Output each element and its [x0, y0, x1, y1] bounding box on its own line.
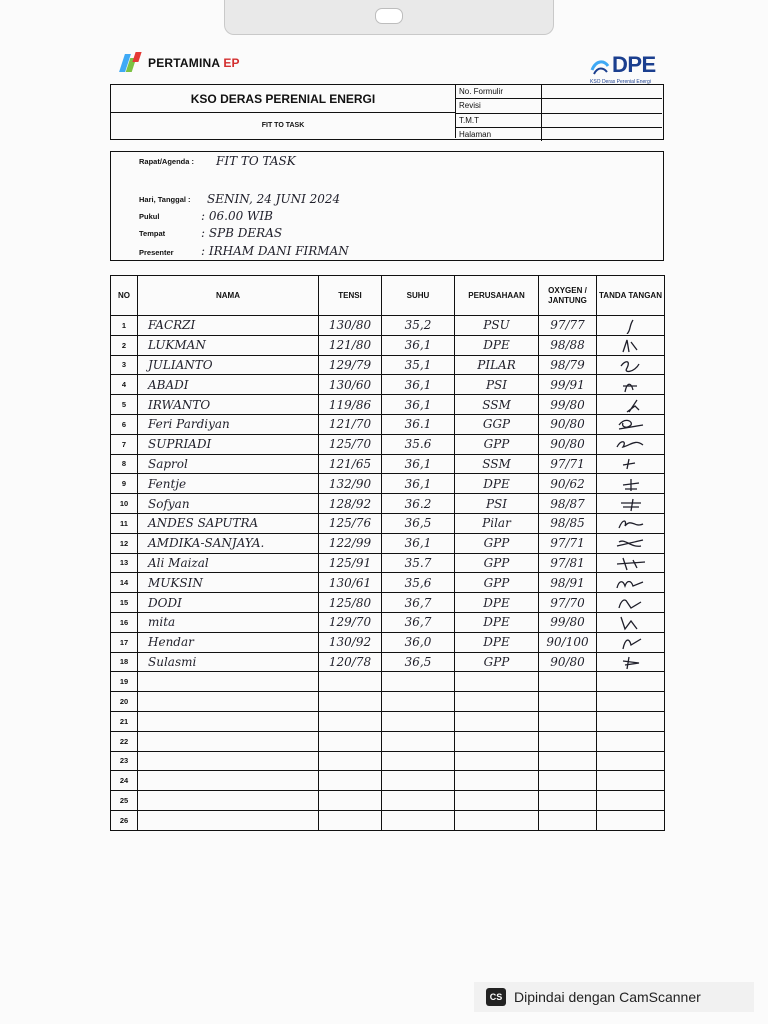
row-tensi: 130/92: [319, 632, 382, 652]
row-nama: [138, 771, 319, 791]
field-tmt: T.M.T: [456, 114, 662, 128]
table-row: [111, 494, 665, 514]
row-oxygen: 98/91: [539, 573, 597, 593]
row-perusahaan: [455, 791, 539, 811]
row-tensi: 129/70: [319, 612, 382, 632]
pertamina-wordmark: PERTAMINA EP: [148, 56, 240, 70]
table-row: [111, 395, 665, 415]
row-signature: [597, 494, 665, 514]
col-header-perusahaan: PERUSAHAAN: [455, 276, 539, 316]
row-suhu: [382, 771, 455, 791]
row-suhu: [382, 810, 455, 830]
row-tensi: 130/60: [319, 375, 382, 395]
signature-mark: [611, 633, 651, 651]
row-suhu: 36,0: [382, 632, 455, 652]
col-header-nama: NAMA: [138, 276, 319, 316]
row-tensi: 121/80: [319, 335, 382, 355]
row-suhu: 36,1: [382, 335, 455, 355]
row-tensi: 121/70: [319, 414, 382, 434]
row-oxygen: [539, 751, 597, 771]
table-row: [111, 454, 665, 474]
row-signature: [597, 751, 665, 771]
row-perusahaan: SSM: [455, 454, 539, 474]
row-tensi: 130/80: [319, 316, 382, 336]
table-row: [111, 672, 665, 692]
row-signature: [597, 731, 665, 751]
row-signature: [597, 474, 665, 494]
pertamina-logo: [120, 50, 240, 76]
signature-mark: [611, 396, 651, 414]
row-oxygen: [539, 711, 597, 731]
time-value: : 06.00 WIB: [201, 209, 273, 223]
signature-mark: [611, 316, 651, 334]
row-signature: [597, 810, 665, 830]
row-tensi: 128/92: [319, 494, 382, 514]
row-signature: [597, 375, 665, 395]
dpe-wordmark: DPE: [612, 52, 656, 77]
row-perusahaan: [455, 810, 539, 830]
place-value: : SPB DERAS: [201, 226, 283, 240]
row-signature: [597, 395, 665, 415]
row-suhu: 36.1: [382, 414, 455, 434]
row-suhu: [382, 692, 455, 712]
row-no: 18: [111, 652, 138, 672]
row-oxygen: 90/80: [539, 652, 597, 672]
table-row: [111, 751, 665, 771]
row-suhu: 36,7: [382, 612, 455, 632]
dpe-swirl-icon: [590, 56, 610, 76]
row-perusahaan: [455, 672, 539, 692]
row-signature: [597, 771, 665, 791]
presenter-label: Presenter: [139, 248, 174, 257]
row-suhu: 36,5: [382, 652, 455, 672]
row-perusahaan: Pilar: [455, 513, 539, 533]
table-row: [111, 652, 665, 672]
table-row: [111, 335, 665, 355]
agenda-label: Rapat/Agenda :: [139, 157, 195, 166]
row-tensi: 130/61: [319, 573, 382, 593]
row-no: 3: [111, 355, 138, 375]
row-perusahaan: DPE: [455, 474, 539, 494]
row-signature: [597, 632, 665, 652]
row-tensi: [319, 731, 382, 751]
row-perusahaan: PSI: [455, 494, 539, 514]
row-nama: [138, 731, 319, 751]
row-no: 4: [111, 375, 138, 395]
row-oxygen: 90/62: [539, 474, 597, 494]
row-tensi: [319, 751, 382, 771]
agenda-value: FIT TO TASK: [216, 154, 296, 168]
row-suhu: 35,2: [382, 316, 455, 336]
table-row: [111, 316, 665, 336]
row-signature: [597, 414, 665, 434]
clipboard-clip: [224, 0, 554, 35]
row-tensi: 125/70: [319, 434, 382, 454]
pertamina-mark-icon: [120, 52, 142, 74]
row-oxygen: [539, 672, 597, 692]
row-perusahaan: GPP: [455, 533, 539, 553]
field-no-formulir: No. Formulir: [456, 85, 662, 99]
row-no: 6: [111, 414, 138, 434]
row-tensi: [319, 692, 382, 712]
row-no: 12: [111, 533, 138, 553]
signature-mark: [611, 455, 651, 473]
signature-mark: [611, 574, 651, 592]
row-perusahaan: DPE: [455, 593, 539, 613]
row-no: 11: [111, 513, 138, 533]
row-oxygen: 97/77: [539, 316, 597, 336]
presenter-value: : IRHAM DANI FIRMAN: [201, 244, 349, 258]
row-signature: [597, 711, 665, 731]
row-tensi: 125/76: [319, 513, 382, 533]
table-row: [111, 513, 665, 533]
dpe-logo: [590, 52, 670, 84]
row-oxygen: 90/80: [539, 414, 597, 434]
row-nama: Sofyan: [138, 494, 319, 514]
table-row: [111, 771, 665, 791]
row-suhu: 36,1: [382, 454, 455, 474]
camscanner-watermark: [474, 982, 754, 1012]
table-row: [111, 731, 665, 751]
row-perusahaan: GPP: [455, 652, 539, 672]
field-revisi: Revisi: [456, 99, 662, 113]
signature-mark: [611, 495, 651, 513]
col-header-suhu: SUHU: [382, 276, 455, 316]
row-signature: [597, 434, 665, 454]
row-perusahaan: GPP: [455, 434, 539, 454]
row-perusahaan: [455, 711, 539, 731]
form-title: FIT TO TASK: [261, 122, 305, 129]
row-oxygen: 98/88: [539, 335, 597, 355]
table-row: [111, 474, 665, 494]
company-name: KSO DERAS PERENIAL ENERGI: [111, 85, 455, 113]
row-oxygen: 97/71: [539, 533, 597, 553]
row-suhu: 36,1: [382, 395, 455, 415]
row-perusahaan: [455, 771, 539, 791]
row-oxygen: 90/100: [539, 632, 597, 652]
row-suhu: 36,1: [382, 474, 455, 494]
signature-mark: [611, 534, 651, 552]
row-tensi: 122/99: [319, 533, 382, 553]
table-row: [111, 593, 665, 613]
row-perusahaan: [455, 692, 539, 712]
camscanner-text: Dipindai dengan CamScanner: [514, 989, 701, 1005]
place-label: Tempat: [139, 229, 166, 238]
document-control-fields: [456, 85, 662, 138]
row-no: 24: [111, 771, 138, 791]
row-tensi: 129/79: [319, 355, 382, 375]
table-row: [111, 553, 665, 573]
col-header-tanda-tangan: TANDA TANGAN: [597, 276, 665, 316]
row-oxygen: [539, 771, 597, 791]
row-perusahaan: GPP: [455, 573, 539, 593]
row-suhu: 36,1: [382, 533, 455, 553]
row-oxygen: [539, 791, 597, 811]
row-tensi: 121/65: [319, 454, 382, 474]
row-signature: [597, 533, 665, 553]
date-label: Hari, Tanggal :: [139, 195, 191, 204]
signature-mark: [611, 415, 651, 433]
signature-mark: [611, 613, 651, 631]
row-nama: [138, 810, 319, 830]
row-oxygen: 98/79: [539, 355, 597, 375]
row-suhu: 35.6: [382, 434, 455, 454]
row-oxygen: 98/85: [539, 513, 597, 533]
row-oxygen: [539, 692, 597, 712]
table-row: [111, 632, 665, 652]
signature-mark: [611, 435, 651, 453]
row-no: 21: [111, 711, 138, 731]
row-no: 2: [111, 335, 138, 355]
row-oxygen: 99/80: [539, 395, 597, 415]
row-oxygen: [539, 731, 597, 751]
row-nama: DODI: [138, 593, 319, 613]
signature-mark: [611, 594, 651, 612]
table-row: [111, 692, 665, 712]
row-signature: [597, 672, 665, 692]
clip-hole: [375, 8, 403, 24]
row-nama: Ali Maizal: [138, 553, 319, 573]
row-suhu: 36.2: [382, 494, 455, 514]
row-no: 7: [111, 434, 138, 454]
col-header-tensi: TENSI: [319, 276, 382, 316]
row-perusahaan: PSU: [455, 316, 539, 336]
signature-mark: [611, 356, 651, 374]
date-value: SENIN, 24 JUNI 2024: [207, 192, 341, 206]
form-header: [110, 84, 664, 140]
row-tensi: [319, 810, 382, 830]
row-nama: Saprol: [138, 454, 319, 474]
row-suhu: 36,1: [382, 375, 455, 395]
table-row: [111, 375, 665, 395]
row-suhu: [382, 731, 455, 751]
row-tensi: 120/78: [319, 652, 382, 672]
row-perusahaan: DPE: [455, 335, 539, 355]
row-signature: [597, 513, 665, 533]
row-oxygen: 98/87: [539, 494, 597, 514]
row-nama: Feri Pardiyan: [138, 414, 319, 434]
row-tensi: 132/90: [319, 474, 382, 494]
row-no: 15: [111, 593, 138, 613]
signature-mark: [611, 653, 651, 671]
row-suhu: 35,6: [382, 573, 455, 593]
table-row: [111, 434, 665, 454]
table-row: [111, 711, 665, 731]
row-nama: SUPRIADI: [138, 434, 319, 454]
row-perusahaan: DPE: [455, 632, 539, 652]
row-perusahaan: GPP: [455, 553, 539, 573]
row-nama: ABADI: [138, 375, 319, 395]
row-nama: MUKSIN: [138, 573, 319, 593]
table-row: [111, 533, 665, 553]
row-oxygen: 97/81: [539, 553, 597, 573]
row-signature: [597, 335, 665, 355]
row-perusahaan: PILAR: [455, 355, 539, 375]
row-suhu: 36,5: [382, 513, 455, 533]
row-signature: [597, 692, 665, 712]
row-nama: Fentje: [138, 474, 319, 494]
row-signature: [597, 612, 665, 632]
row-signature: [597, 652, 665, 672]
row-no: 16: [111, 612, 138, 632]
row-oxygen: 99/91: [539, 375, 597, 395]
row-tensi: 125/80: [319, 593, 382, 613]
signature-mark: [611, 554, 651, 572]
row-tensi: [319, 771, 382, 791]
row-nama: Hendar: [138, 632, 319, 652]
row-suhu: 35.7: [382, 553, 455, 573]
row-perusahaan: DPE: [455, 612, 539, 632]
row-no: 19: [111, 672, 138, 692]
dpe-subtitle: KSO Deras Perenial Energi: [590, 79, 651, 85]
row-tensi: 125/91: [319, 553, 382, 573]
table-row: [111, 573, 665, 593]
row-no: 13: [111, 553, 138, 573]
row-nama: mita: [138, 612, 319, 632]
row-no: 10: [111, 494, 138, 514]
row-tensi: 119/86: [319, 395, 382, 415]
row-nama: [138, 751, 319, 771]
table-row: [111, 810, 665, 830]
row-perusahaan: SSM: [455, 395, 539, 415]
row-perusahaan: GGP: [455, 414, 539, 434]
row-signature: [597, 454, 665, 474]
table-row: [111, 414, 665, 434]
signature-mark: [611, 376, 651, 394]
signature-mark: [611, 336, 651, 354]
row-nama: LUKMAN: [138, 335, 319, 355]
row-nama: AMDIKA-SANJAYA.: [138, 533, 319, 553]
row-signature: [597, 553, 665, 573]
signature-mark: [611, 475, 651, 493]
row-signature: [597, 573, 665, 593]
row-oxygen: 97/71: [539, 454, 597, 474]
row-oxygen: 99/80: [539, 612, 597, 632]
row-no: 22: [111, 731, 138, 751]
field-halaman: Halaman: [456, 128, 662, 141]
row-no: 17: [111, 632, 138, 652]
row-oxygen: 90/80: [539, 434, 597, 454]
row-suhu: 35,1: [382, 355, 455, 375]
row-suhu: [382, 672, 455, 692]
row-perusahaan: [455, 731, 539, 751]
row-no: 1: [111, 316, 138, 336]
row-suhu: [382, 791, 455, 811]
row-no: 25: [111, 791, 138, 811]
row-tensi: [319, 791, 382, 811]
row-nama: FACRZI: [138, 316, 319, 336]
camscanner-icon: CS: [486, 988, 506, 1006]
col-header-no: NO: [111, 276, 138, 316]
row-no: 5: [111, 395, 138, 415]
table-row: [111, 355, 665, 375]
row-signature: [597, 355, 665, 375]
row-signature: [597, 316, 665, 336]
row-nama: [138, 692, 319, 712]
header-left: [111, 85, 456, 138]
row-no: 9: [111, 474, 138, 494]
table-header-row: [111, 276, 665, 316]
row-nama: [138, 711, 319, 731]
row-no: 14: [111, 573, 138, 593]
meeting-info: [110, 151, 664, 261]
row-no: 20: [111, 692, 138, 712]
attendance-table: [110, 275, 665, 831]
signature-mark: [611, 514, 651, 532]
row-suhu: [382, 711, 455, 731]
row-no: 23: [111, 751, 138, 771]
row-suhu: 36,7: [382, 593, 455, 613]
table-row: [111, 791, 665, 811]
row-nama: IRWANTO: [138, 395, 319, 415]
row-nama: JULIANTO: [138, 355, 319, 375]
row-no: 26: [111, 810, 138, 830]
row-nama: Sulasmi: [138, 652, 319, 672]
row-oxygen: [539, 810, 597, 830]
row-oxygen: 97/70: [539, 593, 597, 613]
row-nama: [138, 791, 319, 811]
time-label: Pukul: [139, 212, 160, 221]
row-perusahaan: PSI: [455, 375, 539, 395]
row-no: 8: [111, 454, 138, 474]
row-signature: [597, 791, 665, 811]
row-suhu: [382, 751, 455, 771]
row-tensi: [319, 711, 382, 731]
row-tensi: [319, 672, 382, 692]
table-row: [111, 612, 665, 632]
row-nama: ANDES SAPUTRA: [138, 513, 319, 533]
row-nama: [138, 672, 319, 692]
col-header-oxygen: OXYGEN / JANTUNG: [539, 276, 597, 316]
row-perusahaan: [455, 751, 539, 771]
row-signature: [597, 593, 665, 613]
